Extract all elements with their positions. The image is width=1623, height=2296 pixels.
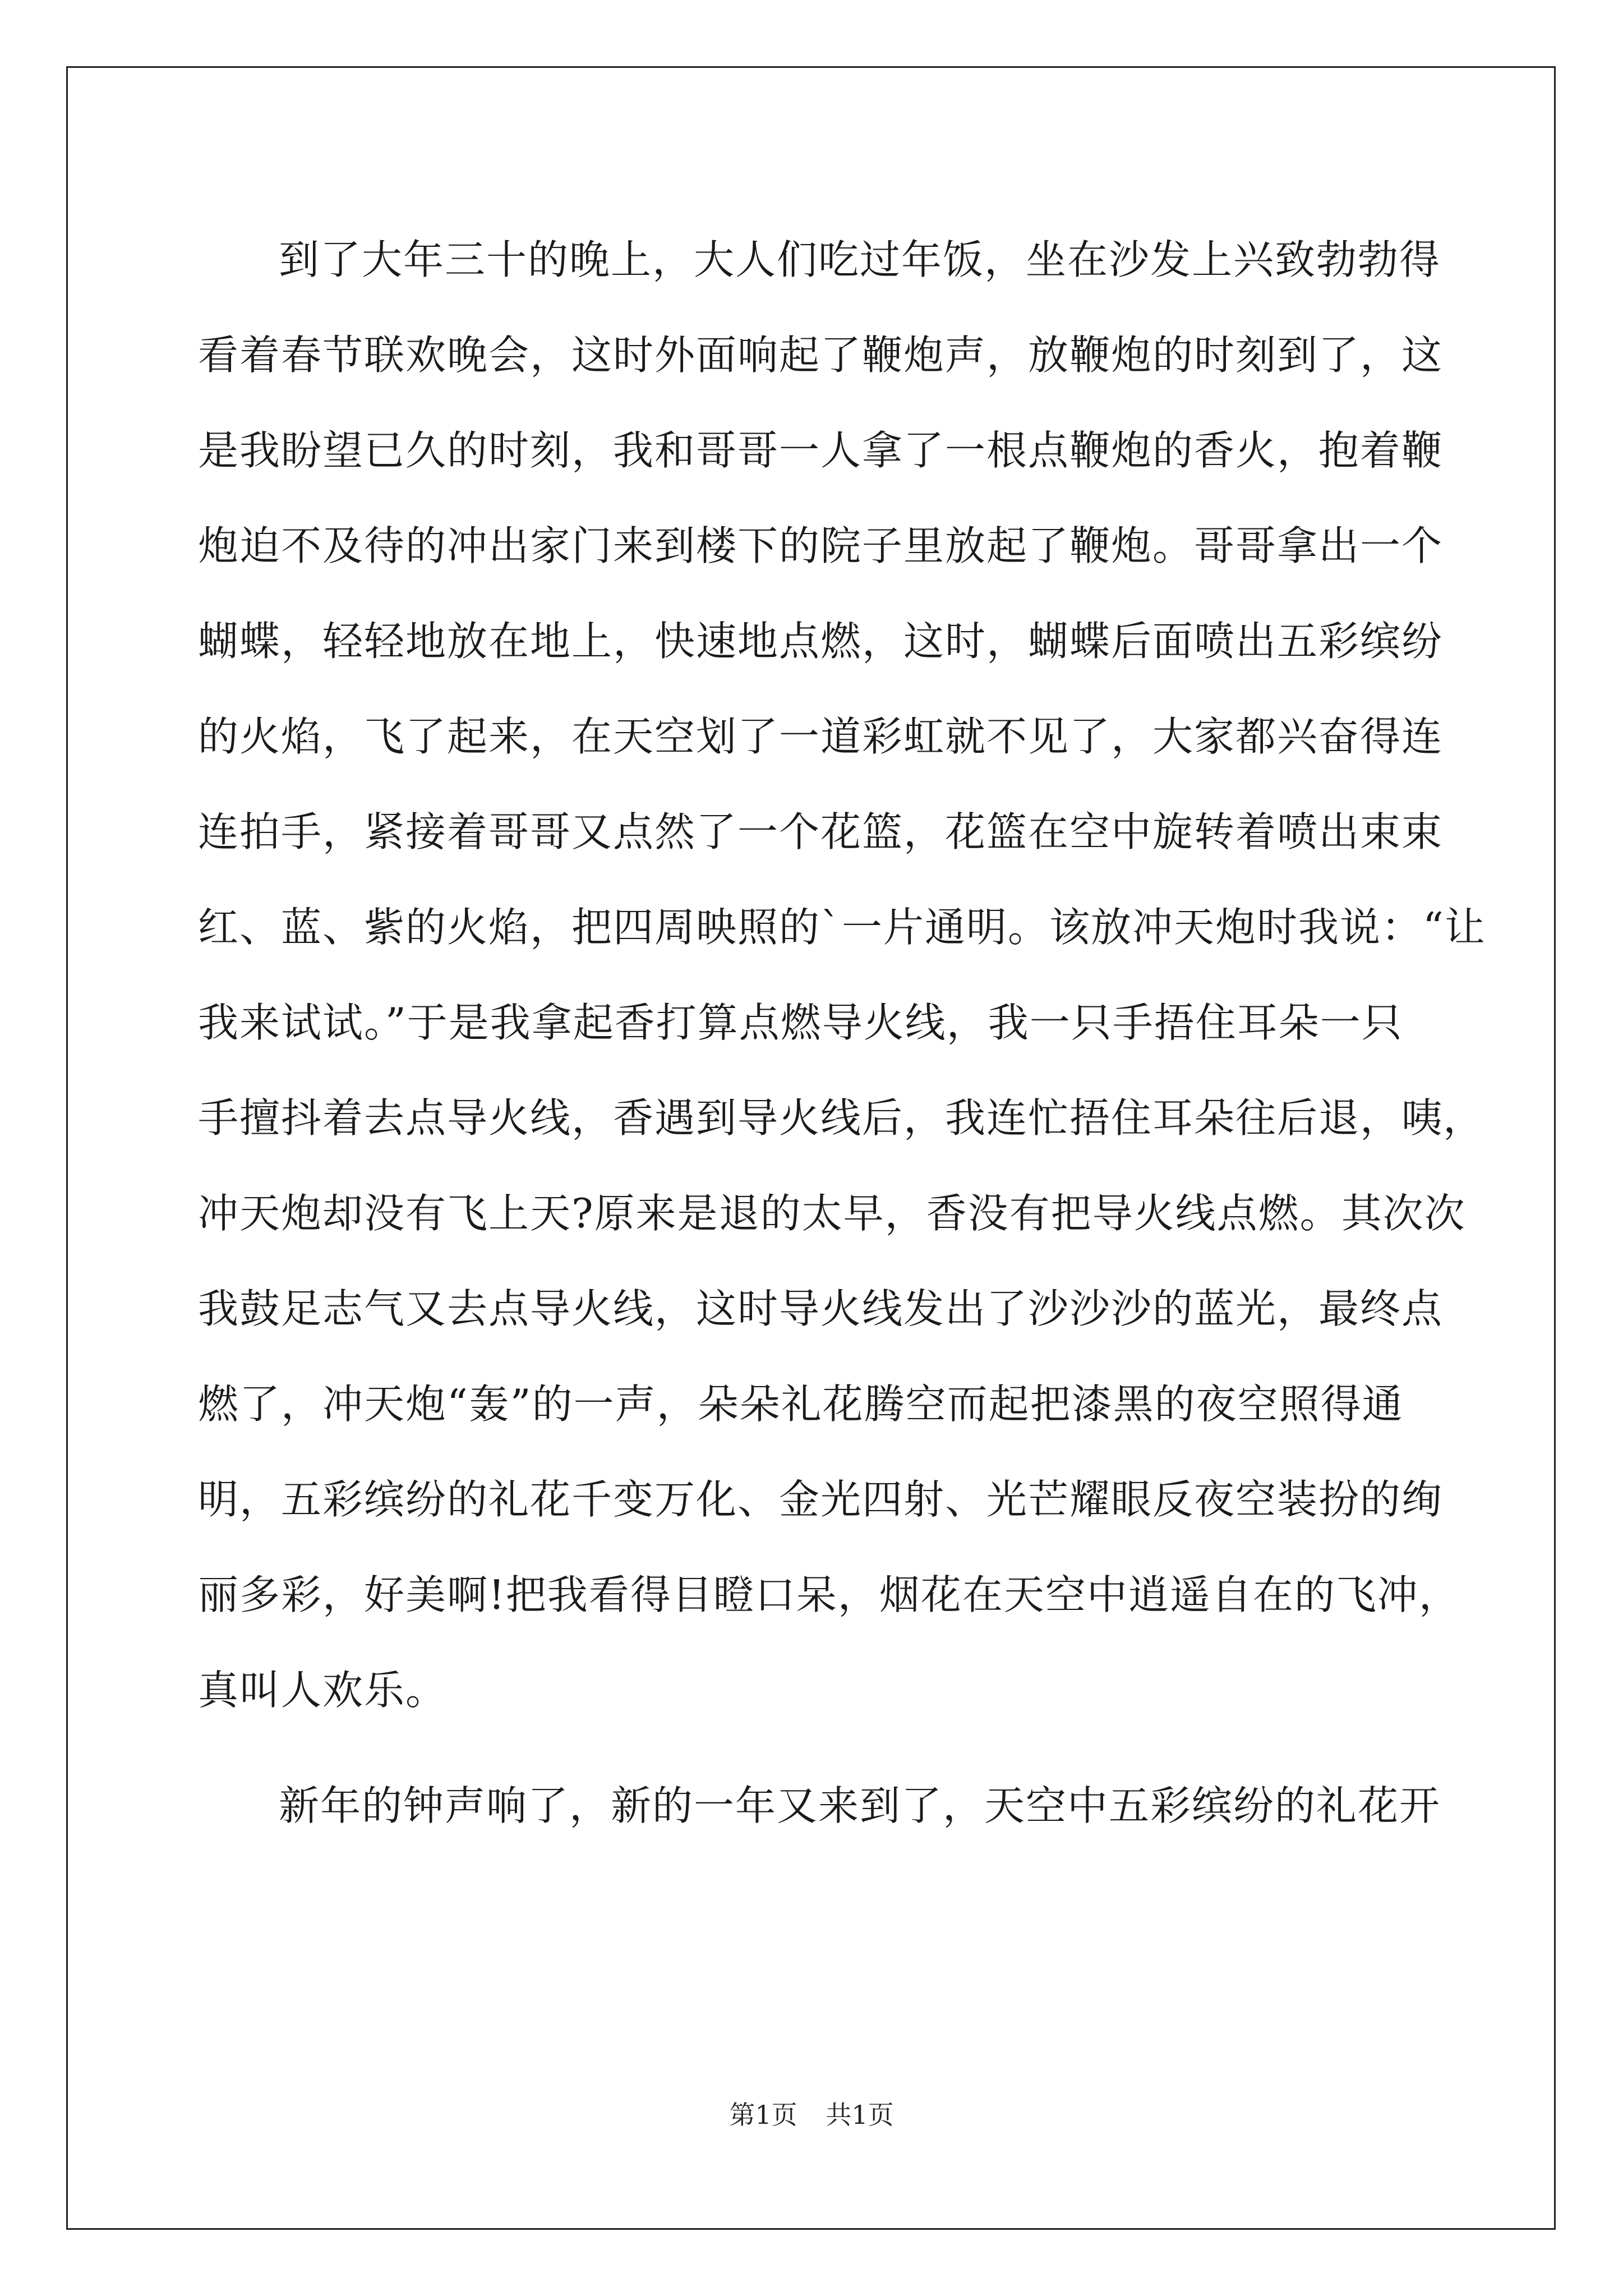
- text-line: 真叫人欢乐。: [198, 1667, 448, 1714]
- text-line: 蝴蝶，轻轻地放在地上，快速地点燃，这时，蝴蝶后面喷出五彩缤纷: [198, 618, 1444, 665]
- text-line: 的火焰，飞了起来，在天空划了一道彩虹就不见了，大家都兴奋得连: [198, 713, 1444, 760]
- text-line: 炮迫不及待的冲出家门来到楼下的院子里放起了鞭炮。哥哥拿出一个: [198, 522, 1444, 569]
- text-line: 我来试试。”于是我拿起香打算点燃导火线，我一只手捂住耳朵一只: [198, 999, 1403, 1046]
- text-line: 是我盼望已久的时刻，我和哥哥一人拿了一根点鞭炮的香火，抱着鞭: [198, 427, 1444, 474]
- text-line: 看着春节联欢晚会，这时外面响起了鞭炮声，放鞭炮的时刻到了，这: [198, 332, 1444, 379]
- text-line: 丽多彩，好美啊!把我看得目瞪口呆，烟花在天空中逍遥自在的飞冲，: [198, 1571, 1460, 1618]
- paragraph: [198, 1758, 1440, 1853]
- text-line: 新年的钟声响了，新的一年又来到了，天空中五彩缤纷的礼花开: [279, 1782, 1441, 1829]
- text-line: 红、蓝、紫的火焰，把四周映照的`一片通明。该放冲天炮时我说：“让: [198, 904, 1486, 951]
- text-line: 我鼓足志气又去点导火线，这时导火线发出了沙沙沙的蓝光，最终点: [198, 1285, 1444, 1332]
- page-number: 第1页: [729, 2100, 797, 2130]
- text-line: 到了大年三十的晚上，大人们吃过年饭，坐在沙发上兴致勃勃得: [279, 236, 1441, 283]
- document-body: [198, 212, 1486, 1853]
- text-line: 明，五彩缤纷的礼花千变万化、金光四射、光芒耀眼反夜空装扮的绚: [198, 1476, 1444, 1523]
- text-line: 手擅抖着去点导火线，香遇到导火线后，我连忙捂住耳朵往后退，咦，: [198, 1094, 1485, 1142]
- page-footer: [0, 2095, 1623, 2132]
- paragraph: [198, 212, 1486, 1738]
- paragraph-spacing: [198, 1738, 1440, 1758]
- text-line: 连拍手，紧接着哥哥又点然了一个花篮，花篮在空中旋转着喷出束束: [198, 808, 1444, 855]
- text-line: 燃了，冲天炮“轰”的一声，朵朵礼花腾空而起把漆黑的夜空照得通: [198, 1381, 1404, 1428]
- page-total: 共1页: [826, 2100, 894, 2130]
- text-line: 冲天炮却没有飞上天?原来是退的太早，香没有把导火线点燃。其次次: [198, 1190, 1466, 1237]
